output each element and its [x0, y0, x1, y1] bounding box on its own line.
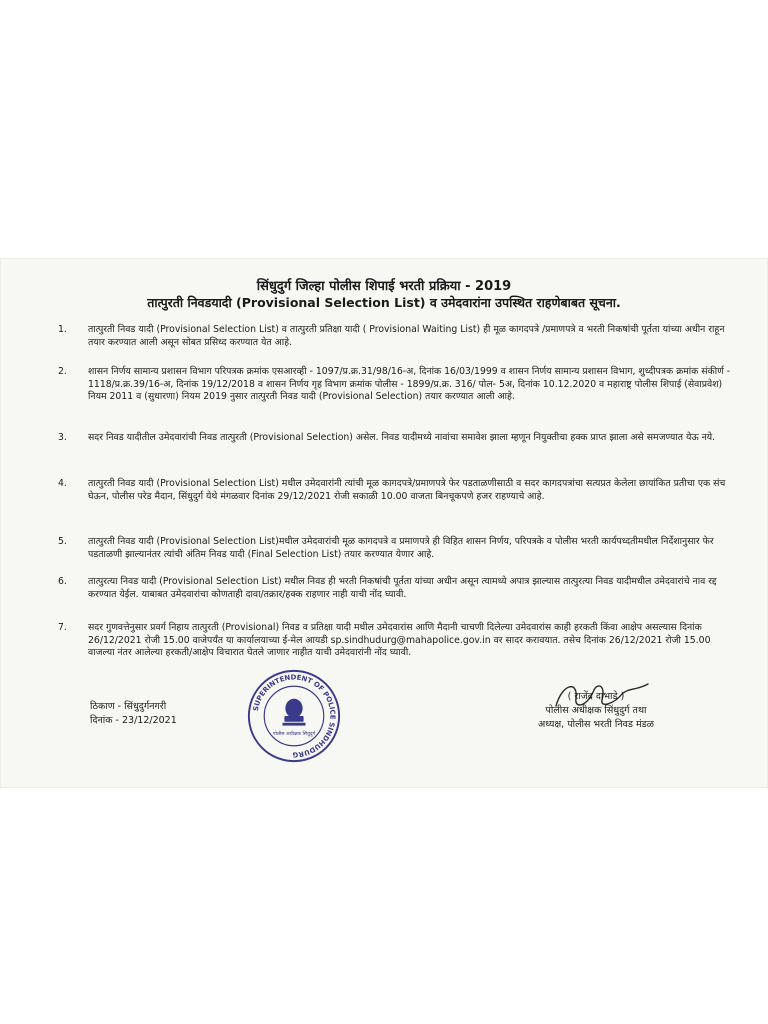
place-date-block [90, 700, 177, 728]
signatory-name: ( राजेंद्र दाभाडे ) [567, 691, 625, 702]
item-number: 4. [58, 478, 67, 489]
notice-title: सिंधुदुर्ग जिल्हा पोलीस शिपाई भरती प्रक्रिया - 2019 [256, 279, 512, 294]
item-number: 2. [58, 366, 67, 377]
notice-subtitle: तात्पुरती निवडयादी (Provisional Selection List) व उमेदवारांना उपस्थित राहणेबाबत सूचना. [147, 295, 621, 310]
official-seal-stamp [246, 668, 342, 764]
item-number: 5. [58, 536, 67, 547]
item-number: 1. [58, 324, 67, 335]
item-text: सदर गुणवत्तेनुसार प्रवर्ग निहाय तात्पुरती (Provisional) निवड व प्रतिक्षा यादी मधील उमेदवारांस आणि मैदानी चाचणी दिलेल्या उमेदवारांस काही हरकती किंवा आक्षेप असल्यास दिनांक 26/12/2021 रोजी 15.00 वाजेपर्यंत या कार्यालयाच्या ई-मेल आयडी sp.sindhudurg@mahapolice.gov.in वर सादर करावयात. तसेच दिनांक 26/12/2021 रोजी 15.00 वाजल्या नंतर आलेल्या हरकती/आक्षेप विचारात घेतले जाणार नाहीत याची उमेदवारांनी नोंद घ्यावी. [88, 622, 711, 659]
seal-text: SUPERINTENDENT OF POLICE SINDHUDURG [251, 673, 337, 759]
item-text: तात्पुरती निवड यादी (Provisional Selection List) व तात्पुरती प्रतिक्षा यादी ( Provisional Waiting List) ही मूळ कागदपत्रे /प्रमाणपत्रे व भरती निकषांची पूर्तता यांच्या अधीन राहून तयार करण्यात आली असून सोबत प्रसिध्द करण्यात येत आहे. [88, 324, 725, 348]
item-number: 7. [58, 622, 67, 633]
item-number: 3. [58, 432, 67, 443]
signatory-block [486, 680, 706, 732]
item-text: तात्पुरत्या निवड यादी (Provisional Selection List) मधील निवड ही भरती निकषांची पूर्तता यांच्या अधीन असून त्यामध्ये अपात्र झाल्यास तात्पुरत्या निवड यादीमधील उमेदवारांचे नाव रद्द करण्यात येईल. याबाबत उमेदवारांचा कोणताही दावा/तक्रार/हक्क राहणार नाही याची नोंद घ्यावी. [88, 576, 717, 600]
signatory-title: पोलीस अधीक्षक सिंधुदुर्ग तथा [545, 705, 647, 716]
item-number: 6. [58, 576, 67, 587]
item-text: तात्पुरती निवड यादी (Provisional Selection List) मधील उमेदवारांनी त्यांची मूळ कागदपत्रे/प्रमाणपत्रे फेर पडताळणीसाठी व सदर कागदपत्रांचा सत्यप्रत केलेला छायांकित प्रतीचा एक संच घेऊन, पोलीस परेड मैदान, सिंधुदुर्ग येथे मंगळवार दिनांक 29/12/2021 रोजी सकाळी 10.00 वाजता बिनचूकपणे हजर राहण्याचे आहे. [88, 478, 726, 502]
notice-sheet [0, 258, 768, 788]
place-text: ठिकाण - सिंधुदुर्गनगरी [90, 701, 167, 712]
item-text: तात्पुरती निवड यादी (Provisional Selection List)मधील उमेदवारांची मूळ कागदपत्रे व प्रमाणपत्रे ही विहित शासन निर्णय, परिपत्रके व पोलीस भरती कार्यपध्दतीमधील निर्देशानुसार फेर पडताळणी झाल्यानंतर त्यांची अंतिम निवड यादी (Final Selection List) तयार करण्यात येणार आहे. [88, 536, 714, 560]
seal-inner-text: पोलीस अधीक्षक सिंधुदुर्ग [272, 732, 316, 738]
date-text: दिनांक - 23/12/2021 [90, 715, 177, 726]
item-text: शासन निर्णय सामान्य प्रशासन विभाग परिपत्रक क्रमांक एसआरव्ही - 1097/प्र.क्र.31/98/16-अ, दिनांक 16/03/1999 व शासन निर्णय सामान्य प्रशासन विभाग, शुध्दीपत्रक क्रमांक संकीर्ण - 1118/प्र.क्र.39/16-अ, दिनांक 19/12/2018 व शासन निर्णय गृह विभाग क्रमांक पोलीस - 1899/प्र.क्र. 316/ पोल- 5अ, दिनांक 10.12.2020 व महाराष्ट्र पोलीस शिपाई (सेवाप्रवेश) नियम 2011 व (सुधारणा) नियम 2019 नुसार तात्पुरती निवड यादी (Provisional Selection) तयार करण्यात आली आहे. [88, 366, 731, 403]
signatory-designation: अध्यक्ष, पोलीस भरती निवड मंडळ [538, 719, 654, 730]
item-text: सदर निवड यादीतील उमेदवारांची निवड तात्पुरती (Provisional Selection) असेल. निवड यादीमध्ये नावांचा समावेश झाला म्हणून नियुक्तीचा हक्क प्राप्त झाला असे समजण्यात येऊ नये. [88, 432, 716, 443]
